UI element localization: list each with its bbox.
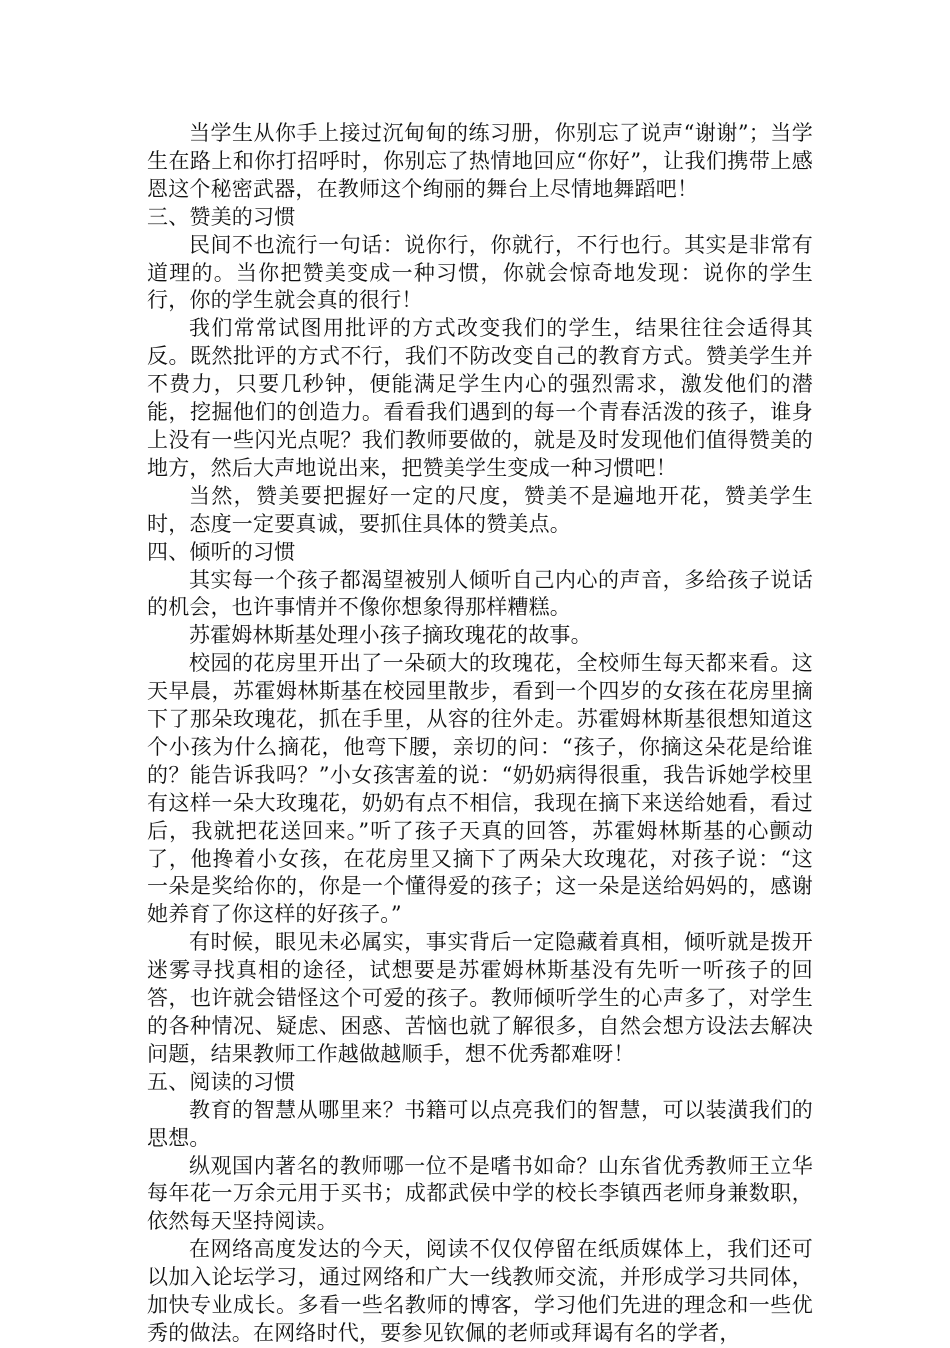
paragraph-story-title: 苏霍姆林斯基处理小孩子摘玫瑰花的故事。	[189, 623, 592, 648]
paragraph-rose-story: 校园的花房里开出了一朵硕大的玫瑰花，全校师生每天都来看。这天早晨，苏霍姆林斯基在校园里散步，看到一个四岁的女孩在花房里摘下了那朵玫瑰花，抓在手里，从容的往外走。苏霍姆林斯基很想知道这个小孩为什么摘花，他弯下腰，亲切的问：“孩子，你摘这朵花是给谁的？能告诉我吗？”小女孩害羞的说：“奶奶病得很重，我告诉她学校里有这样一朵大玫瑰花，奶奶有点不相信，我现在摘下来送给她看，看过后，我就把花送回来。”听了孩子天真的回答，苏霍姆林斯基的心颤动了，他搀着小女孩，在花房里又摘下了两朵大玫瑰花，对孩子说：“这一朵是奖给你的，你是一个懂得爱的孩子；这一朵是送给妈妈的，感谢她养育了你这样的好孩子。”	[147, 651, 813, 927]
paragraph-reading-wisdom: 教育的智慧从哪里来？书籍可以点亮我们的智慧，可以装潢我们的思想。	[147, 1097, 813, 1150]
paragraph-praise-criticism: 我们常常试图用批评的方式改变我们的学生，结果往往会适得其反。既然批评的方式不行，我们不防改变自己的教育方式。赞美学生并不费力，只要几秒钟，便能满足学生内心的强烈需求，激发他们的潜能，挖掘他们的创造力。看看我们遇到的每一个青春活泼的孩子，谁身上没有一些闪光点呢？我们教师要做的，就是及时发现他们值得赞美的地方，然后大声地说出来，把赞美学生变成一种习惯吧！	[147, 316, 813, 480]
paragraph-praise-measure: 当然，赞美要把握好一定的尺度，赞美不是遍地开花，赞美学生时，态度一定要真诚，要抓住具体的赞美点。	[147, 483, 813, 536]
paragraph-reading-examples: 纵观国内著名的教师哪一位不是嗜书如命？山东省优秀教师王立华每年花一万余元用于买书；成都武侯中学的校长李镇西老师身兼数职，依然每天坚持阅读。	[147, 1153, 813, 1234]
section-heading-listening: 四、倾听的习惯	[147, 539, 296, 564]
document-body	[147, 120, 813, 1348]
section-heading-reading: 五、阅读的习惯	[147, 1069, 296, 1094]
paragraph-listening-intro: 其实每一个孩子都渴望被别人倾听自己内心的声音，多给孩子说话的机会，也许事情并不像你想象得那样糟糕。	[147, 567, 813, 620]
paragraph-listening-reflection: 有时候，眼见未必属实，事实背后一定隐藏着真相，倾听就是拨开迷雾寻找真相的途径，试想要是苏霍姆林斯基没有先听一听孩子的回答，也许就会错怪这个可爱的孩子。教师倾听学生的心声多了，对学生的各种情况、疑虑、困惑、苦恼也就了解很多，自然会想方设法去解决问题，结果教师工作越做越顺手，想不优秀都难呀！	[147, 930, 813, 1066]
paragraph-praise-saying: 民间不也流行一句话：说你行，你就行，不行也行。其实是非常有道理的。当你把赞美变成一种习惯，你就会惊奇地发现：说你的学生行，你的学生就会真的很行！	[147, 232, 813, 313]
paragraph-reading-online: 在网络高度发达的今天，阅读不仅仅停留在纸质媒体上，我们还可以加入论坛学习，通过网络和广大一线教师交流，并形成学习共同体，加快专业成长。多看一些名教师的博客，学习他们先进的理念和一些优秀的做法。在网络时代，要参见钦佩的老师或拜谒有名的学者，	[147, 1237, 813, 1345]
paragraph-gratitude: 当学生从你手上接过沉甸甸的练习册，你别忘了说声“谢谢”；当学生在路上和你打招呼时，你别忘了热情地回应“你好”，让我们携带上感恩这个秘密武器，在教师这个绚丽的舞台上尽情地舞蹈吧！	[147, 121, 813, 201]
section-heading-praise: 三、赞美的习惯	[147, 204, 296, 229]
